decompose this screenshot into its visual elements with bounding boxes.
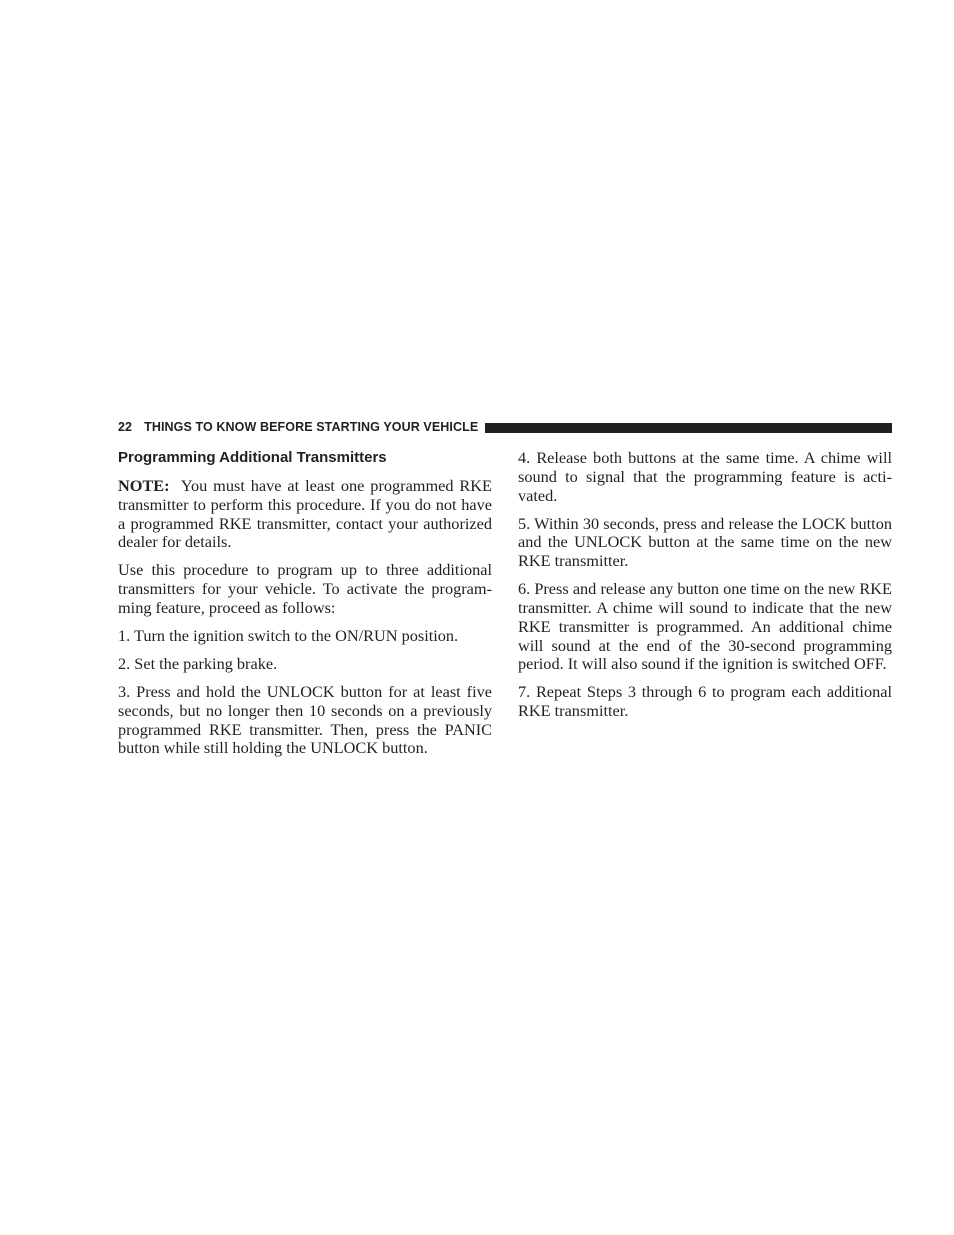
intro-paragraph: Use this procedure to program up to three additional transmitters for your vehicle. To activate the programming feature, proceed as follows: <box>118 560 492 617</box>
step-6: 6. Press and release any button one time on the new RKE transmitter. A chime will sound to indicate that the new RKE transmitter is programmed. An additional chime will sound at the end of the 30-second programming period. It will also sound if the ignition is switched OFF. <box>518 579 892 674</box>
step-1: 1. Turn the ignition switch to the ON/RUN position. <box>118 625 459 645</box>
page-header <box>118 419 892 435</box>
step-3: 3. Press and hold the UNLOCK button for at least five seconds, but no longer then 10 seconds on a previously programmed RKE transmitter. Then, press the PANIC button while still holding the UNLOCK button. <box>118 681 492 758</box>
note-label: NOTE: <box>118 476 170 495</box>
left-column <box>118 449 492 767</box>
step-2: 2. Set the parking brake. <box>118 653 278 673</box>
note-text: You must have at least one programmed RKE transmitter to perform this procedure. If you do not have a programmed RKE transmitter, contact your authorized dealer for details. <box>118 476 492 552</box>
running-title: THINGS TO KNOW BEFORE STARTING YOUR VEHICLE <box>144 420 479 434</box>
step-7: 7. Repeat Steps 3 through 6 to program each additional RKE transmitter. <box>518 682 892 721</box>
note-paragraph <box>118 477 492 552</box>
page-number: 22 <box>118 420 133 434</box>
right-column <box>518 449 892 730</box>
step-5: 5. Within 30 seconds, press and release the LOCK button and the UNLOCK button at the same time on the new RKE transmitter. <box>518 513 892 571</box>
step-4: 4. Release both buttons at the same time. A chime will sound to signal that the programming feature is activated. <box>518 448 892 505</box>
section-title: Programming Additional Transmitters <box>118 449 387 466</box>
header-rule <box>485 423 892 433</box>
